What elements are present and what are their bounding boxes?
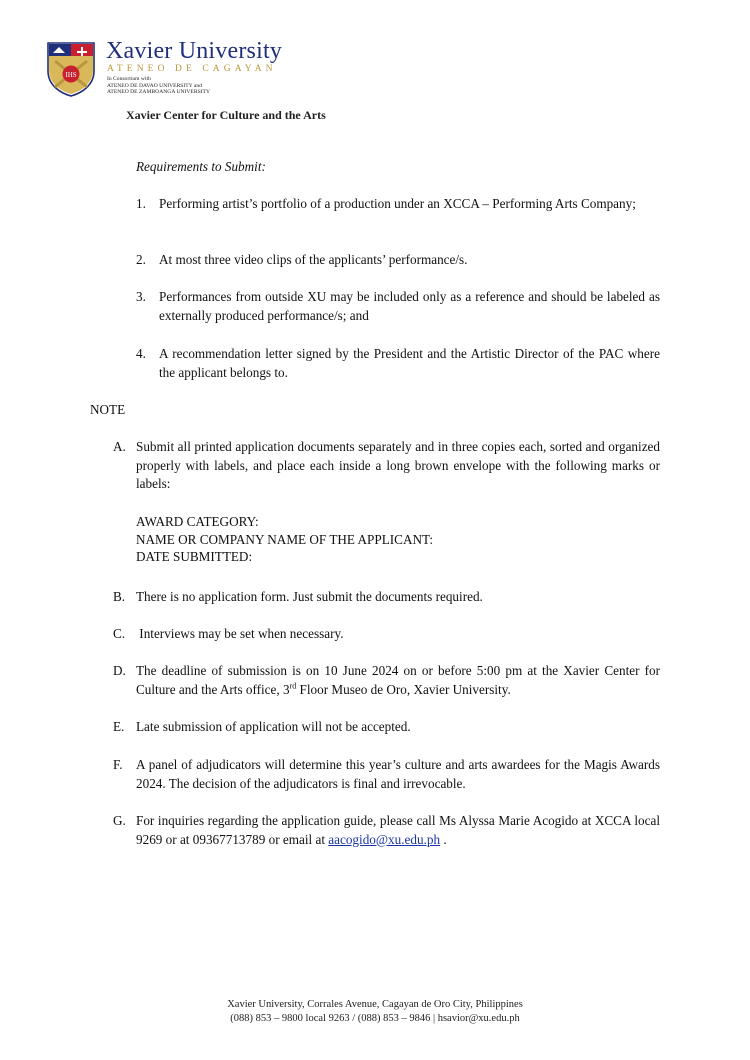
item-text: There is no application form. Just submit the documents required. bbox=[136, 589, 483, 604]
note-item-a bbox=[113, 438, 660, 494]
university-crest-logo bbox=[46, 41, 96, 97]
item-text-part: Floor Museo de Oro, Xavier University. bbox=[296, 681, 511, 697]
footer-contact: (088) 853 – 9800 local 9263 / (088) 853 – 9846 | hsavior@xu.edu.ph bbox=[230, 1013, 520, 1024]
envelope-label: NAME OR COMPANY NAME OF THE APPLICANT: bbox=[136, 531, 434, 547]
requirement-item bbox=[136, 195, 660, 214]
item-text: At most three video clips of the applicants’ performance/s. bbox=[159, 252, 468, 267]
note-item-c bbox=[113, 625, 660, 644]
center-name: Xavier Center for Culture and the Arts bbox=[126, 108, 326, 122]
item-text bbox=[136, 662, 660, 699]
item-letter: F. bbox=[113, 757, 123, 772]
email-link[interactable]: aacogido@xu.edu.ph bbox=[328, 831, 441, 847]
note-item-d bbox=[113, 662, 660, 699]
item-letter: G. bbox=[113, 813, 126, 828]
university-name: Xavier University bbox=[106, 38, 283, 64]
svg-text:IHS: IHS bbox=[65, 71, 77, 79]
item-number: 3. bbox=[136, 289, 146, 304]
ordinal-suffix: rd bbox=[289, 681, 297, 691]
note-item-g bbox=[113, 812, 660, 849]
consortium-note bbox=[107, 76, 210, 96]
item-text-part: . bbox=[440, 831, 447, 847]
note-title: NOTE bbox=[90, 402, 126, 417]
item-text-part: The deadline of submission is on 10 June 2024 on or before 5:00 pm at the Xavier Center for Culture and the Arts office, 3 bbox=[136, 663, 660, 697]
note-item-e bbox=[113, 718, 660, 737]
requirement-item bbox=[136, 345, 660, 382]
item-letter: C. bbox=[113, 626, 126, 641]
item-text: Performances from outside XU may be included only as a reference and should be labeled as externally produced performance/s; and bbox=[159, 289, 660, 323]
requirement-item bbox=[136, 251, 660, 270]
university-subtitle: ATENEO DE CAGAYAN bbox=[107, 64, 277, 74]
item-text: Performing artist’s portfolio of a production under an XCCA – Performing Arts Company; bbox=[159, 196, 636, 211]
consortium-line: In Consortium with bbox=[107, 76, 151, 82]
item-text: Submit all printed application documents separately and in three copies each, sorted and organized properly with labels, and place each inside a long brown envelope with the following marks or labels: bbox=[136, 439, 660, 491]
item-text: Late submission of application will not be accepted. bbox=[136, 719, 411, 734]
item-text: A recommendation letter signed by the President and the Artistic Director of the PAC where the applicant belongs to. bbox=[159, 346, 660, 380]
envelope-label: AWARD CATEGORY: bbox=[136, 514, 259, 529]
consortium-line: ATENEO DE DAVAO UNIVERSITY and bbox=[107, 82, 202, 89]
note-item-f bbox=[113, 756, 660, 793]
consortium-line: ATENEO DE ZAMBOANGA UNIVERSITY bbox=[107, 89, 211, 96]
item-number: 4. bbox=[136, 346, 146, 361]
item-text bbox=[136, 812, 660, 849]
item-text: A panel of adjudicators will determine this year’s culture and arts awardees for the Magis Awards 2024. The decision of the adjudicators is final and irrevocable. bbox=[136, 757, 660, 791]
envelope-labels bbox=[136, 513, 433, 566]
envelope-label: DATE SUBMITTED: bbox=[136, 549, 253, 564]
item-letter: B. bbox=[113, 589, 126, 604]
item-letter: A. bbox=[113, 439, 126, 454]
item-text: Interviews may be set when necessary. bbox=[136, 626, 344, 641]
item-letter: D. bbox=[113, 663, 126, 678]
item-letter: E. bbox=[113, 719, 125, 734]
item-text-part: For inquiries regarding the application guide, please call Ms Alyssa Marie Acogido at XCCA local 9269 or at 09367713789 or email at bbox=[136, 813, 660, 847]
requirement-item bbox=[136, 288, 660, 325]
page-footer bbox=[0, 998, 750, 1026]
footer-address: Xavier University, Corrales Avenue, Cagayan de Oro City, Philippines bbox=[227, 999, 523, 1010]
item-number: 1. bbox=[136, 196, 146, 211]
item-number: 2. bbox=[136, 252, 146, 267]
note-item-b bbox=[113, 588, 660, 607]
requirements-title: Requirements to Submit: bbox=[136, 159, 266, 174]
